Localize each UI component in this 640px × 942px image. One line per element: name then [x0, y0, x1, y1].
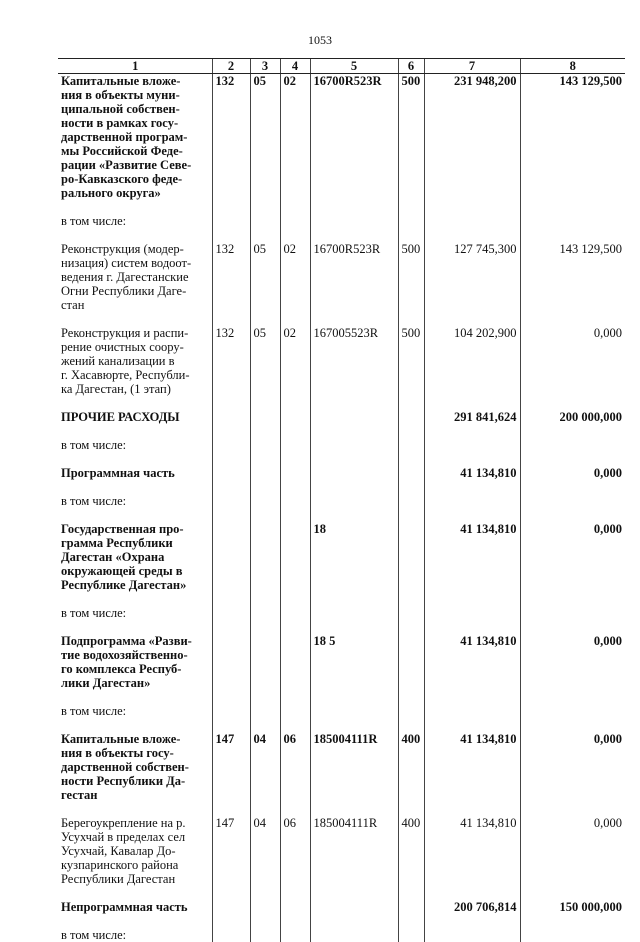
- cell-amount-2018: [424, 928, 520, 942]
- spacer-cell: [310, 508, 398, 522]
- spacer-cell: [58, 690, 212, 704]
- column-header: 2: [212, 59, 250, 74]
- cell-subsection: [280, 438, 310, 452]
- spacer-cell: [424, 718, 520, 732]
- spacer-cell: [58, 718, 212, 732]
- spacer-cell: [212, 886, 250, 900]
- column-header: 5: [310, 59, 398, 74]
- table-body: [58, 74, 625, 942]
- cell-code-admin: [212, 634, 250, 690]
- cell-expense-type: 400: [398, 732, 424, 802]
- cell-code-admin: [212, 704, 250, 718]
- cell-subsection: [280, 704, 310, 718]
- spacer-cell: [424, 424, 520, 438]
- spacer-cell: [520, 480, 625, 494]
- cell-amount-2018: 41 134,810: [424, 466, 520, 480]
- row-spacer: [58, 200, 625, 214]
- row-label: в том числе:: [58, 438, 212, 452]
- budget-table: [58, 58, 625, 942]
- column-header: 7: [424, 59, 520, 74]
- cell-amount-2018: 104 202,900: [424, 326, 520, 396]
- spacer-cell: [250, 718, 280, 732]
- row-spacer: [58, 718, 625, 732]
- cell-amount-2018: 41 134,810: [424, 522, 520, 592]
- spacer-cell: [398, 718, 424, 732]
- row-spacer: [58, 424, 625, 438]
- spacer-cell: [424, 886, 520, 900]
- row-spacer: [58, 396, 625, 410]
- spacer-cell: [250, 200, 280, 214]
- spacer-cell: [424, 914, 520, 928]
- cell-section: [250, 900, 280, 914]
- cell-code-admin: [212, 494, 250, 508]
- spacer-cell: [310, 424, 398, 438]
- spacer-cell: [280, 690, 310, 704]
- cell-target-article: 185004111R: [310, 732, 398, 802]
- table-row: [58, 634, 625, 690]
- spacer-cell: [250, 424, 280, 438]
- spacer-cell: [398, 228, 424, 242]
- cell-subsection: [280, 466, 310, 480]
- column-header: 3: [250, 59, 280, 74]
- cell-expense-type: 500: [398, 242, 424, 312]
- spacer-cell: [250, 228, 280, 242]
- spacer-cell: [424, 690, 520, 704]
- cell-amount-2019: [520, 494, 625, 508]
- spacer-cell: [280, 424, 310, 438]
- spacer-cell: [58, 508, 212, 522]
- spacer-cell: [212, 592, 250, 606]
- spacer-cell: [310, 886, 398, 900]
- cell-target-article: [310, 704, 398, 718]
- spacer-cell: [250, 592, 280, 606]
- cell-target-article: [310, 214, 398, 228]
- table-row: [58, 242, 625, 312]
- spacer-cell: [310, 396, 398, 410]
- spacer-cell: [398, 480, 424, 494]
- cell-amount-2019: 0,000: [520, 816, 625, 886]
- spacer-cell: [398, 592, 424, 606]
- page-number: 1053: [0, 33, 640, 48]
- cell-expense-type: 500: [398, 74, 424, 201]
- spacer-cell: [212, 200, 250, 214]
- cell-amount-2018: 231 948,200: [424, 74, 520, 201]
- cell-expense-type: [398, 900, 424, 914]
- spacer-cell: [520, 914, 625, 928]
- cell-section: [250, 634, 280, 690]
- cell-amount-2019: 200 000,000: [520, 410, 625, 424]
- spacer-cell: [520, 312, 625, 326]
- row-label: Программная часть: [58, 466, 212, 480]
- cell-section: 05: [250, 326, 280, 396]
- cell-amount-2018: 291 841,624: [424, 410, 520, 424]
- row-label: в том числе:: [58, 606, 212, 620]
- spacer-cell: [58, 200, 212, 214]
- spacer-cell: [58, 452, 212, 466]
- spacer-cell: [250, 480, 280, 494]
- column-header: 8: [520, 59, 625, 74]
- spacer-cell: [398, 914, 424, 928]
- cell-section: [250, 928, 280, 942]
- cell-expense-type: [398, 466, 424, 480]
- table-row: [58, 494, 625, 508]
- cell-target-article: [310, 410, 398, 424]
- spacer-cell: [250, 690, 280, 704]
- cell-amount-2019: [520, 438, 625, 452]
- spacer-cell: [520, 592, 625, 606]
- table-row: [58, 900, 625, 914]
- cell-subsection: [280, 900, 310, 914]
- table-header-row: [58, 59, 625, 74]
- cell-section: 04: [250, 816, 280, 886]
- row-label: Реконструкция и распи- рение очистных соору- жений канализации в г. Хасавюрте, Республи- ка Дагестан, (1 этап): [58, 326, 212, 396]
- cell-amount-2018: 41 134,810: [424, 634, 520, 690]
- spacer-cell: [280, 480, 310, 494]
- table-row: [58, 466, 625, 480]
- row-label: Реконструкция (модер- низация) систем водоот- ведения г. Дагестанские Огни Республики Даге- стан: [58, 242, 212, 312]
- spacer-cell: [520, 620, 625, 634]
- row-spacer: [58, 480, 625, 494]
- spacer-cell: [520, 396, 625, 410]
- spacer-cell: [280, 620, 310, 634]
- row-label: Непрограммная часть: [58, 900, 212, 914]
- cell-subsection: [280, 494, 310, 508]
- cell-section: [250, 410, 280, 424]
- row-spacer: [58, 228, 625, 242]
- row-label: Капитальные вложе- ния в объекты муни- ципальной собствен- ности в рамках госу- дарственной програм- мы Российской Феде- рации «Развитие Севе- ро-Кавказского феде- рального округа»: [58, 74, 212, 201]
- cell-expense-type: [398, 214, 424, 228]
- cell-section: 04: [250, 732, 280, 802]
- spacer-cell: [212, 228, 250, 242]
- cell-code-admin: [212, 466, 250, 480]
- cell-subsection: 06: [280, 816, 310, 886]
- column-header: 1: [58, 59, 212, 74]
- spacer-cell: [280, 718, 310, 732]
- spacer-cell: [520, 508, 625, 522]
- spacer-cell: [280, 914, 310, 928]
- cell-amount-2019: 143 129,500: [520, 74, 625, 201]
- spacer-cell: [212, 396, 250, 410]
- row-spacer: [58, 620, 625, 634]
- spacer-cell: [212, 802, 250, 816]
- cell-expense-type: [398, 704, 424, 718]
- spacer-cell: [520, 802, 625, 816]
- spacer-cell: [280, 200, 310, 214]
- cell-subsection: [280, 522, 310, 592]
- spacer-cell: [424, 508, 520, 522]
- spacer-cell: [58, 620, 212, 634]
- cell-subsection: [280, 214, 310, 228]
- cell-code-admin: [212, 410, 250, 424]
- cell-amount-2018: 200 706,814: [424, 900, 520, 914]
- spacer-cell: [310, 312, 398, 326]
- cell-code-admin: [212, 438, 250, 452]
- spacer-cell: [58, 424, 212, 438]
- spacer-cell: [212, 452, 250, 466]
- spacer-cell: [280, 396, 310, 410]
- cell-code-admin: 147: [212, 732, 250, 802]
- spacer-cell: [212, 508, 250, 522]
- spacer-cell: [398, 312, 424, 326]
- table-row: [58, 438, 625, 452]
- cell-amount-2019: 0,000: [520, 522, 625, 592]
- cell-section: [250, 606, 280, 620]
- cell-target-article: [310, 466, 398, 480]
- spacer-cell: [424, 200, 520, 214]
- cell-target-article: [310, 438, 398, 452]
- spacer-cell: [58, 480, 212, 494]
- cell-code-admin: [212, 522, 250, 592]
- spacer-cell: [398, 452, 424, 466]
- cell-code-admin: 132: [212, 242, 250, 312]
- cell-subsection: 02: [280, 326, 310, 396]
- spacer-cell: [280, 312, 310, 326]
- cell-amount-2019: 143 129,500: [520, 242, 625, 312]
- row-label: Подпрограмма «Разви- тие водохозяйственно- го комплекса Респуб- лики Дагестан»: [58, 634, 212, 690]
- spacer-cell: [58, 802, 212, 816]
- cell-expense-type: [398, 606, 424, 620]
- cell-section: [250, 438, 280, 452]
- row-label: в том числе:: [58, 494, 212, 508]
- spacer-cell: [58, 312, 212, 326]
- spacer-cell: [280, 802, 310, 816]
- table-row: [58, 816, 625, 886]
- spacer-cell: [58, 396, 212, 410]
- cell-amount-2019: 0,000: [520, 634, 625, 690]
- spacer-cell: [58, 886, 212, 900]
- spacer-cell: [250, 802, 280, 816]
- spacer-cell: [310, 914, 398, 928]
- cell-target-article: 16700R523R: [310, 242, 398, 312]
- spacer-cell: [398, 886, 424, 900]
- row-label: Берегоукрепление на р. Усухчай в пределах сел Усухчай, Кавалар До- кузпаринского района Республики Дагестан: [58, 816, 212, 886]
- spacer-cell: [280, 452, 310, 466]
- cell-section: [250, 704, 280, 718]
- cell-subsection: [280, 928, 310, 942]
- cell-section: [250, 494, 280, 508]
- row-label: Капитальные вложе- ния в объекты госу- дарственной собствен- ности Республики Да- гестан: [58, 732, 212, 802]
- spacer-cell: [250, 452, 280, 466]
- spacer-cell: [250, 508, 280, 522]
- table-row: [58, 522, 625, 592]
- row-spacer: [58, 592, 625, 606]
- cell-amount-2018: [424, 494, 520, 508]
- spacer-cell: [280, 508, 310, 522]
- cell-amount-2018: [424, 214, 520, 228]
- spacer-cell: [398, 424, 424, 438]
- cell-amount-2019: 0,000: [520, 326, 625, 396]
- cell-section: 05: [250, 242, 280, 312]
- cell-amount-2019: [520, 214, 625, 228]
- cell-amount-2019: 150 000,000: [520, 900, 625, 914]
- spacer-cell: [58, 228, 212, 242]
- spacer-cell: [520, 690, 625, 704]
- cell-amount-2019: 0,000: [520, 466, 625, 480]
- row-spacer: [58, 802, 625, 816]
- spacer-cell: [310, 480, 398, 494]
- spacer-cell: [424, 620, 520, 634]
- row-label: в том числе:: [58, 214, 212, 228]
- spacer-cell: [424, 592, 520, 606]
- spacer-cell: [520, 718, 625, 732]
- spacer-cell: [58, 914, 212, 928]
- row-label: в том числе:: [58, 704, 212, 718]
- cell-subsection: [280, 410, 310, 424]
- spacer-cell: [310, 592, 398, 606]
- row-spacer: [58, 312, 625, 326]
- cell-section: [250, 466, 280, 480]
- cell-subsection: 02: [280, 242, 310, 312]
- cell-target-article: 16700R523R: [310, 74, 398, 201]
- spacer-cell: [310, 228, 398, 242]
- spacer-cell: [398, 802, 424, 816]
- spacer-cell: [250, 886, 280, 900]
- cell-code-admin: [212, 214, 250, 228]
- table-row: [58, 928, 625, 942]
- cell-target-article: 167005523R: [310, 326, 398, 396]
- cell-section: [250, 214, 280, 228]
- cell-target-article: [310, 900, 398, 914]
- table-row: [58, 410, 625, 424]
- spacer-cell: [398, 200, 424, 214]
- cell-target-article: [310, 928, 398, 942]
- cell-code-admin: 147: [212, 816, 250, 886]
- cell-amount-2018: [424, 438, 520, 452]
- spacer-cell: [212, 480, 250, 494]
- table-row: [58, 606, 625, 620]
- column-header: 4: [280, 59, 310, 74]
- spacer-cell: [424, 396, 520, 410]
- spacer-cell: [310, 802, 398, 816]
- cell-expense-type: [398, 522, 424, 592]
- spacer-cell: [280, 886, 310, 900]
- cell-code-admin: 132: [212, 326, 250, 396]
- row-label: Государственная про- грамма Республики Дагестан «Охрана окружающей среды в Республике Дагестан»: [58, 522, 212, 592]
- spacer-cell: [310, 200, 398, 214]
- cell-expense-type: [398, 928, 424, 942]
- cell-target-article: [310, 494, 398, 508]
- cell-subsection: 06: [280, 732, 310, 802]
- spacer-cell: [398, 396, 424, 410]
- cell-code-admin: [212, 928, 250, 942]
- cell-target-article: 18: [310, 522, 398, 592]
- cell-amount-2019: 0,000: [520, 732, 625, 802]
- spacer-cell: [310, 718, 398, 732]
- spacer-cell: [520, 200, 625, 214]
- cell-amount-2018: 41 134,810: [424, 816, 520, 886]
- cell-section: 05: [250, 74, 280, 201]
- cell-amount-2019: [520, 704, 625, 718]
- cell-subsection: [280, 606, 310, 620]
- spacer-cell: [212, 690, 250, 704]
- cell-subsection: [280, 634, 310, 690]
- spacer-cell: [212, 914, 250, 928]
- column-header: 6: [398, 59, 424, 74]
- spacer-cell: [520, 228, 625, 242]
- spacer-cell: [250, 312, 280, 326]
- cell-amount-2018: [424, 606, 520, 620]
- spacer-cell: [212, 718, 250, 732]
- cell-expense-type: [398, 438, 424, 452]
- spacer-cell: [424, 228, 520, 242]
- spacer-cell: [310, 452, 398, 466]
- cell-amount-2019: [520, 606, 625, 620]
- cell-target-article: 18 5: [310, 634, 398, 690]
- cell-expense-type: [398, 410, 424, 424]
- spacer-cell: [280, 228, 310, 242]
- cell-code-admin: [212, 900, 250, 914]
- spacer-cell: [310, 690, 398, 704]
- spacer-cell: [212, 620, 250, 634]
- spacer-cell: [250, 396, 280, 410]
- spacer-cell: [398, 690, 424, 704]
- spacer-cell: [424, 802, 520, 816]
- cell-expense-type: 500: [398, 326, 424, 396]
- row-label: в том числе:: [58, 928, 212, 942]
- cell-target-article: 185004111R: [310, 816, 398, 886]
- spacer-cell: [520, 452, 625, 466]
- spacer-cell: [398, 620, 424, 634]
- cell-code-admin: [212, 606, 250, 620]
- table-row: [58, 326, 625, 396]
- table-row: [58, 732, 625, 802]
- table-row: [58, 704, 625, 718]
- table-row: [58, 214, 625, 228]
- spacer-cell: [424, 480, 520, 494]
- cell-subsection: 02: [280, 74, 310, 201]
- cell-amount-2018: [424, 704, 520, 718]
- spacer-cell: [424, 452, 520, 466]
- spacer-cell: [424, 312, 520, 326]
- cell-code-admin: 132: [212, 74, 250, 201]
- spacer-cell: [250, 620, 280, 634]
- cell-target-article: [310, 606, 398, 620]
- row-spacer: [58, 886, 625, 900]
- spacer-cell: [58, 592, 212, 606]
- cell-expense-type: [398, 634, 424, 690]
- table-row: [58, 74, 625, 201]
- spacer-cell: [250, 914, 280, 928]
- spacer-cell: [212, 312, 250, 326]
- cell-amount-2019: [520, 928, 625, 942]
- row-spacer: [58, 914, 625, 928]
- row-spacer: [58, 452, 625, 466]
- cell-expense-type: [398, 494, 424, 508]
- spacer-cell: [310, 620, 398, 634]
- spacer-cell: [398, 508, 424, 522]
- cell-expense-type: 400: [398, 816, 424, 886]
- spacer-cell: [212, 424, 250, 438]
- spacer-cell: [520, 424, 625, 438]
- cell-amount-2018: 127 745,300: [424, 242, 520, 312]
- row-spacer: [58, 508, 625, 522]
- cell-section: [250, 522, 280, 592]
- row-label: ПРОЧИЕ РАСХОДЫ: [58, 410, 212, 424]
- spacer-cell: [280, 592, 310, 606]
- cell-amount-2018: 41 134,810: [424, 732, 520, 802]
- spacer-cell: [520, 886, 625, 900]
- row-spacer: [58, 690, 625, 704]
